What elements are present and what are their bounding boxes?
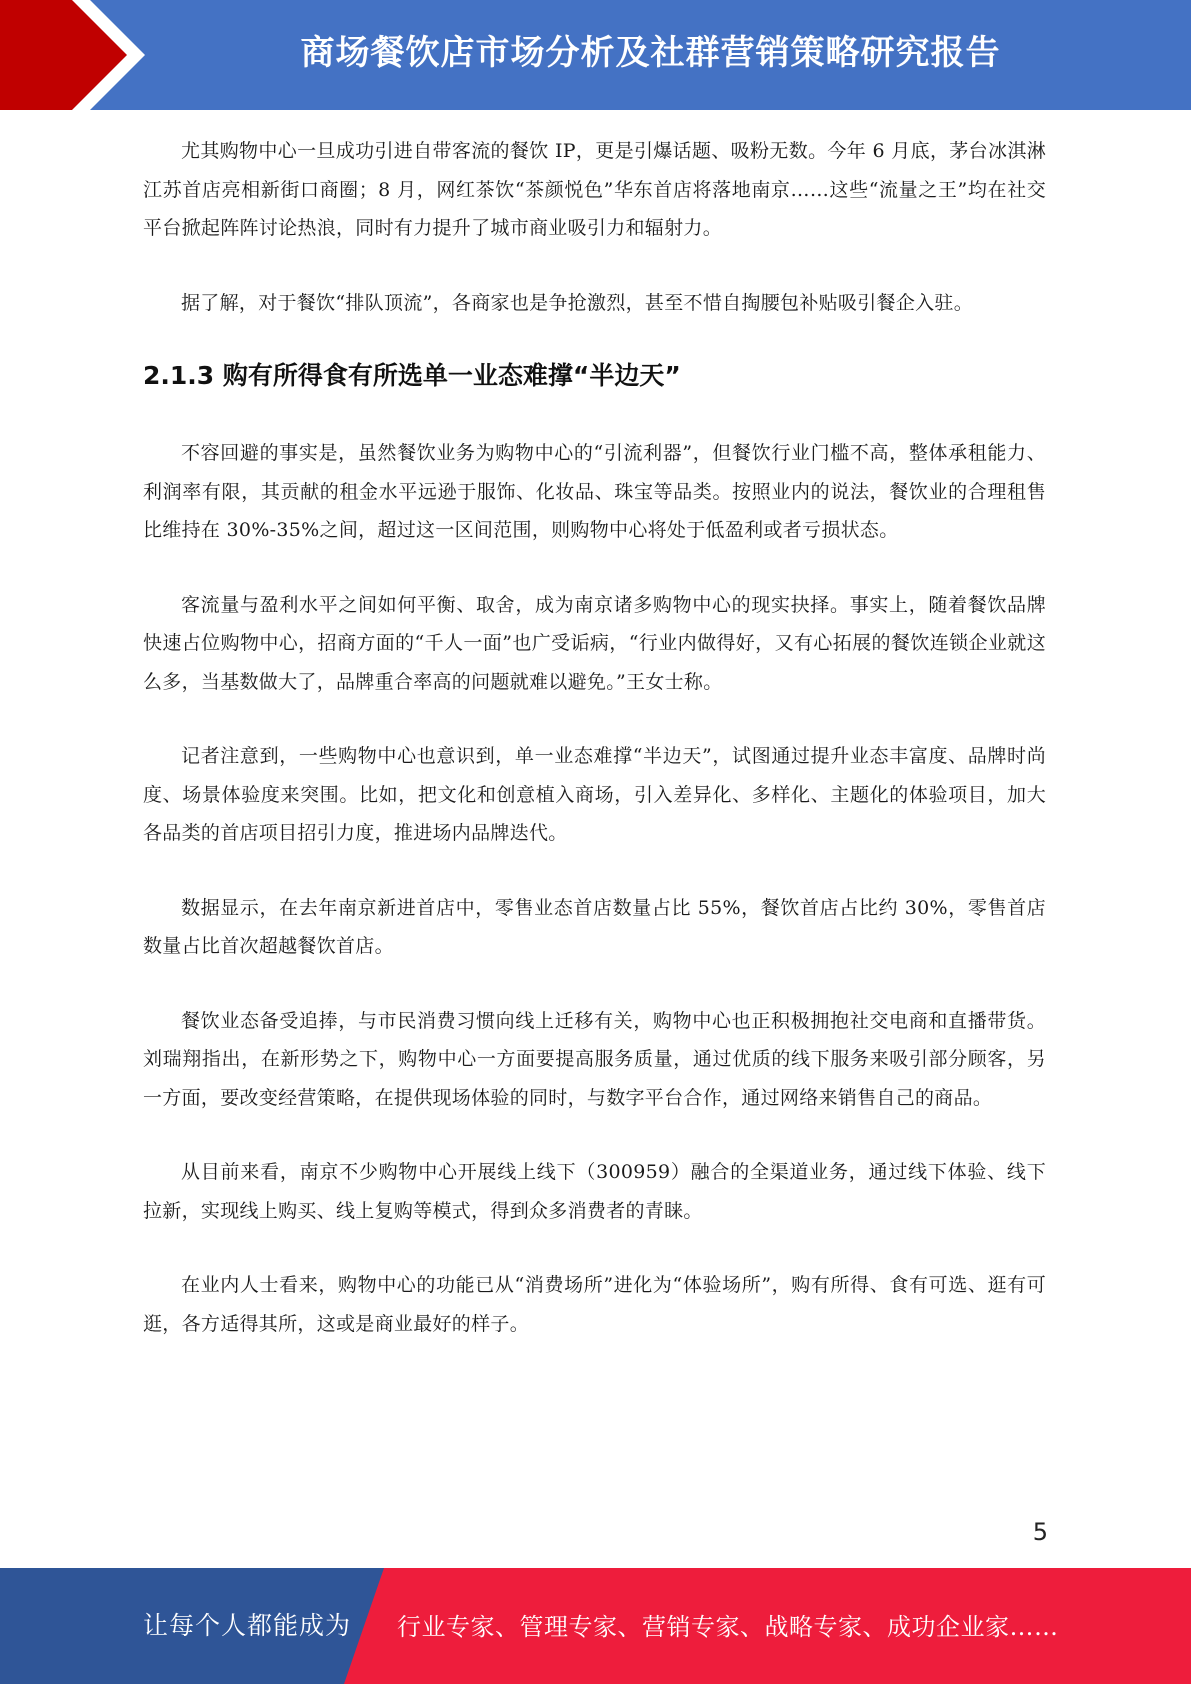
header-banner bbox=[0, 0, 1191, 110]
paragraph: 从目前来看，南京不少购物中心开展线上线下（300959）融合的全渠道业务，通过线下体验、线下拉新，实现线上购买、线上复购等模式，得到众多消费者的青睐。 bbox=[143, 1161, 1046, 1222]
paragraph: 在业内人士看来，购物中心的功能已从“消费场所”进化为“体验场所”，购有所得、食有可选、逛有可逛，各方适得其所，这或是商业最好的样子。 bbox=[143, 1274, 1046, 1335]
document-body bbox=[143, 132, 1046, 1379]
report-title: 商场餐饮店市场分析及社群营销策略研究报告 bbox=[300, 33, 1001, 73]
paragraph: 记者注意到，一些购物中心也意识到，单一业态难撑“半边天”，试图通过提升业态丰富度、品牌时尚度、场景体验度来突围。比如，把文化和创意植入商场，引入差异化、多样化、主题化的体验项目，加大各品类的首店项目招引力度，推进场内品牌迭代。 bbox=[143, 745, 1046, 844]
paragraph: 餐饮业态备受追捧，与市民消费习惯向线上迁移有关，购物中心也正积极拥抱社交电商和直播带货。刘瑞翔指出，在新形势之下，购物中心一方面要提高服务质量，通过优质的线下服务来吸引部分顾客，另一方面，要改变经营策略，在提供现场体验的同时，与数字平台合作，通过网络来销售自己的商品。 bbox=[143, 1009, 1046, 1109]
paragraph: 不容回避的事实是，虽然餐饮业务为购物中心的“引流利器”，但餐饮行业门槛不高，整体承租能力、利润率有限，其贡献的租金水平远逊于服饰、化妆品、珠宝等品类。按照业内的说法，餐饮业的合理租售比维持在 30%-35%之间，超过这一区间范围，则购物中心将处于低盈利或者亏损状态。 bbox=[143, 442, 1046, 541]
paragraph: 客流量与盈利水平之间如何平衡、取舍，成为南京诸多购物中心的现实抉择。事实上，随着餐饮品牌快速占位购物中心，招商方面的“千人一面”也广受诟病，“行业内做得好，又有心拓展的餐饮连锁企业就这么多，当基数做大了，品牌重合率高的问题就难以避免。”王女士称。 bbox=[143, 593, 1046, 693]
page-number: 5 bbox=[1032, 1518, 1048, 1546]
section-heading: 2.1.3 购有所得食有所选单一业态难撑“半边天” bbox=[143, 361, 681, 390]
footer-banner bbox=[0, 1568, 1191, 1684]
paragraph: 据了解，对于餐饮“排队顶流”，各商家也是争抢激烈，甚至不惜自掏腰包补贴吸引餐企入驻。 bbox=[181, 291, 974, 314]
paragraph: 数据显示，在去年南京新进首店中，零售业态首店数量占比 55%，餐饮首店占比约 30%，零售首店数量占比首次超越餐饮首店。 bbox=[143, 896, 1046, 957]
footer-slogan-right: 行业专家、管理专家、营销专家、战略专家、成功企业家…… bbox=[397, 1613, 1059, 1641]
paragraph: 尤其购物中心一旦成功引进自带客流的餐饮 IP，更是引爆话题、吸粉无数。今年 6 月底，茅台冰淇淋江苏首店亮相新街口商圈；8 月，网红茶饮“茶颜悦色”华东首店将落地南京……这些“流量之王”均在社交平台掀起阵阵讨论热浪，同时有力提升了城市商业吸引力和辐射力。 bbox=[143, 140, 1046, 239]
footer-slogan-left: 让每个人都能成为 bbox=[143, 1611, 352, 1640]
